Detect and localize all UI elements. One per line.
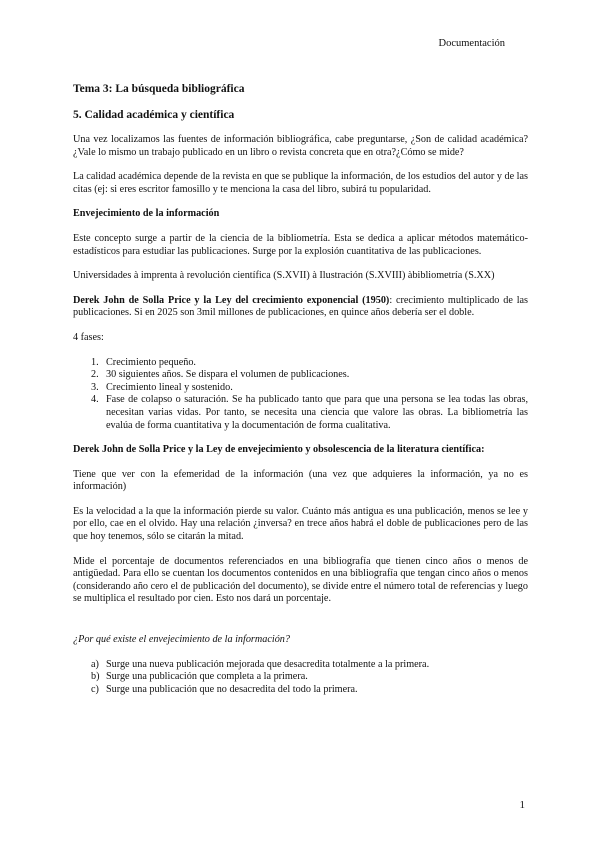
price-aging-heading: Derek John de Solla Price y la Ley de envejecimiento y obsolescencia de la literatura científica: — [73, 444, 485, 456]
concept-paragraph: Este concepto surge a partir de la ciencia de la bibliometría. Esta se dedica a aplicar métodos matemático-estadísticos para estudiar las publicaciones. Surge por la explosión cuantitativa de las publicaciones. — [73, 232, 528, 257]
price-growth-paragraph — [73, 295, 528, 320]
list-item-text: Crecimiento lineal y sostenido. — [106, 381, 233, 393]
document-title: Tema 3: La búsqueda bibliográfica — [73, 83, 245, 95]
aging-heading: Envejecimiento de la información — [73, 208, 220, 220]
list-item-number: 1. — [91, 356, 99, 368]
list-item — [73, 659, 528, 672]
list-item-text: Crecimiento pequeño. — [106, 356, 196, 368]
question-text: ¿Por qué existe el envejecimiento de la información? — [73, 634, 290, 646]
list-item — [73, 369, 528, 382]
list-item-text: 30 siguientes años. Se dispara el volumen de publicaciones. — [106, 369, 350, 381]
list-item-number: 4. — [91, 394, 99, 406]
list-item — [73, 394, 528, 432]
price-growth-law-name: Derek John de Solla Price y la Ley del crecimiento exponencial (1950) — [73, 294, 390, 306]
ephemeral-paragraph: Tiene que ver con la efemeridad de la información (una vez que adquieres la información, ya no es información) — [73, 468, 528, 493]
list-item-text: Surge una publicación que completa a la primera. — [106, 671, 308, 683]
document-body — [73, 82, 528, 708]
list-item-text: Surge una publicación que no desacredita del todo la primera. — [106, 683, 358, 695]
list-item-letter: c) — [91, 683, 99, 695]
intro-paragraph: Una vez localizamos las fuentes de información bibliográfica, cabe preguntarse, ¿Son de calidad académica?¿Vale lo mismo un trabajo publicado en un libro o revista concreta que en otra?¿Cómo se mide? — [73, 134, 528, 158]
velocity-paragraph: Es la velocidad a la que la información pierde su valor. Cuánto más antigua es una publicación, menos se lee y por ello, cae en el olvido. Hay una relación ¿inversa? en trece años habrá el doble de publicaciones pero de las que hoy tenemos, sólo se citarán la mitad. — [73, 505, 528, 543]
section-heading: 5. Calidad académica y científica — [73, 109, 235, 121]
list-item-letter: a) — [91, 658, 99, 670]
list-item-number: 2. — [91, 369, 99, 381]
list-item-text: Fase de colapso o saturación. Se ha publicado tanto que para que una persona se lea todas las obras, necesitan varias vidas. Por tanto, se necesita una ciencia que valore las obras. La bibliometría las evalúa de forma cuantitativa y la documentación de forma cualitativa. — [106, 394, 528, 431]
list-item — [73, 357, 528, 370]
list-item — [73, 684, 528, 697]
phases-list — [73, 357, 528, 433]
phases-intro: 4 fases: — [73, 331, 104, 343]
page-number: 1 — [519, 799, 525, 812]
timeline-paragraph: Universidades à imprenta à revolución científica (S.XVII) à Ilustración (S.XVIII) àbibliometría (S.XX) — [73, 270, 495, 282]
list-item-letter: b) — [91, 671, 100, 683]
list-item — [73, 382, 528, 395]
list-item — [73, 671, 528, 684]
page-header: Documentación — [438, 38, 505, 49]
price-growth-description: : crecimiento multiplicado de las publicaciones. Si en 2025 son 3mil millones de publicaciones, en quince años debería ser el doble. — [73, 294, 529, 319]
quality-paragraph: La calidad académica depende de la revista en que se publique la información, de los estudios del autor y de las citas (ej: si eres escritor famosillo y te menciona la casa del libro, subirá tu popularidad. — [73, 171, 528, 195]
list-item-number: 3. — [91, 381, 99, 393]
answers-list — [73, 659, 528, 697]
measure-paragraph: Mide el porcentaje de documentos referenciados en una bibliografía que tienen cinco años o menos de antigüedad. Para ello se cuentan los documentos contenidos en una bibliografía que tengan cinco años o menos (considerando año cero el de publicación del documento), se divide entre el número total de referencias y luego se multiplica el resultado por cien. Esto nos dará un porcentaje. — [73, 555, 528, 605]
list-item-text: Surge una nueva publicación mejorada que desacredita totalmente a la primera. — [106, 658, 430, 670]
